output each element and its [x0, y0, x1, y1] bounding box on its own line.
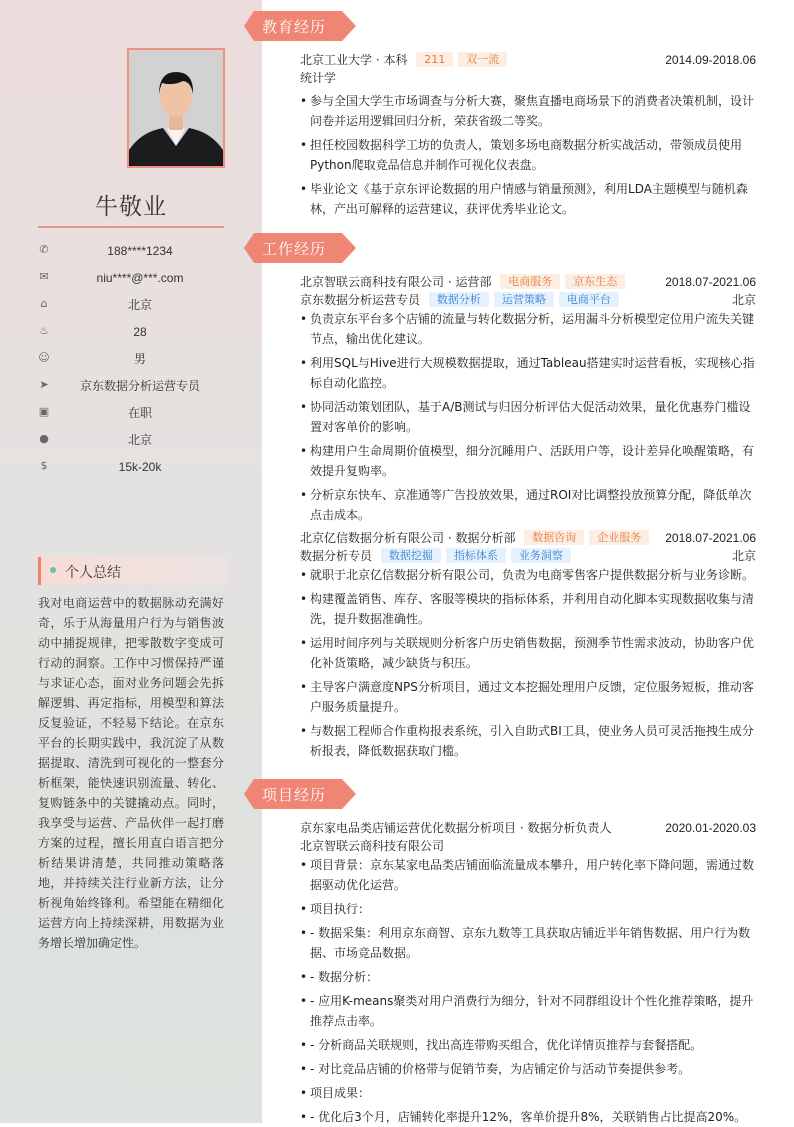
list-item: • 担任校园数据科学工坊的负责人，策划多场电商数据分析实战活动，带领成员使用Python爬取竞品信息并制作可视化仪表盘。 — [300, 135, 756, 175]
info-row — [38, 240, 224, 262]
cake-icon: ♨ — [39, 324, 49, 337]
section-title-work — [244, 233, 356, 263]
job-date: 2018.07-2021.06 — [665, 275, 756, 289]
list-item: • 参与全国大学生市场调查与分析大赛，聚焦直播电商场景下的消费者决策机制，设计问卷并运用逻辑回归分析，荣获省级二等奖。 — [300, 91, 756, 131]
info-value: 188****1234 — [107, 244, 173, 258]
list-item: • 分析京东快车、京准通等广告投放效果，通过ROI对比调整投放预算分配，降低单次点击成本。 — [300, 485, 756, 525]
list-item: • 与数据工程师合作重构报表系统，引入自助式BI工具，使业务人员可灵活拖拽生成分析报表，降低数据获取门槛。 — [300, 721, 756, 761]
company-header — [300, 529, 756, 547]
company-name: 北京智联云商科技有限公司 · 运营部 — [300, 275, 492, 289]
project-date: 2020.01-2020.03 — [665, 821, 756, 835]
info-row — [38, 294, 224, 316]
list-item: • - 应用K-means聚类对用户消费行为细分，针对不同群组设计个性化推荐策略，提升推荐点击率。 — [300, 991, 756, 1031]
list-item: • 主导客户满意度NPS分析项目，通过文本挖掘处理用户反馈，定位服务短板，推动客户服务质量提升。 — [300, 677, 756, 717]
position-name: 京东数据分析运营专员 — [300, 293, 421, 307]
list-item: • - 对比竞品店铺的价格带与促销节奏，为店铺定价与活动节奏提供参考。 — [300, 1059, 756, 1079]
info-row — [38, 456, 224, 478]
summary-header — [38, 557, 227, 585]
info-row — [38, 348, 224, 370]
education-section — [300, 51, 756, 219]
job-bullets — [300, 309, 756, 525]
info-value: 15k-20k — [118, 460, 162, 474]
mail-icon: ✉ — [39, 270, 49, 283]
job-bullets — [300, 565, 756, 761]
info-value: 在职 — [127, 406, 152, 420]
sidebar — [0, 0, 262, 1123]
summary-title: 个人总结 — [65, 565, 121, 581]
info-row — [38, 402, 224, 424]
major: 统计学 — [300, 71, 337, 85]
position-name: 数据分析专员 — [300, 549, 373, 563]
position-tag: 业务洞察 — [511, 548, 571, 563]
salary-icon: $ — [40, 459, 48, 472]
company-header — [300, 273, 756, 291]
company-tag: 电商服务 — [500, 274, 560, 289]
list-item: • - 数据分析： — [300, 967, 756, 987]
summary-text: 我对电商运营中的数据脉动充满好奇，乐于从海量用户行为与销售波动中捕捉规律，把零散数字变成可行动的洞察。工作中习惯保持严谨与求证心态，面对业务问题会先拆解逻辑、再定指标，用模型和算法反复验证，不轻易下结论。在京东平台的长期实践中，我沉淀了从数据提取、清洗到可视化的一整套分析框架，能快速识别流量、转化、复购链条中的关键撬动点。同时，我享受与运营、产品伙伴一起打磨方案的过程，擅长用直白语言把分析结果讲清楚，共同推动策略落地，并持续关注行业新方法，让分析视角始终锋利。希望能在精细化运营方向上持续深耕，用数据为业务增长增加确定性。 — [38, 596, 224, 950]
project-bullets — [300, 855, 756, 1127]
work-job-2 — [300, 529, 756, 761]
section-title-text: 工作经历 — [262, 240, 327, 258]
position-tag: 运营策略 — [494, 292, 554, 307]
education-bullets — [300, 91, 756, 219]
list-item: • 项目成果： — [300, 1083, 756, 1103]
info-row — [38, 321, 224, 343]
list-item: • 项目背景：京东某家电品类店铺面临流量成本攀升，用户转化率下降问题，需通过数据驱动优化运营。 — [300, 855, 756, 895]
send-icon: ➤ — [39, 378, 49, 391]
home-icon: ⌂ — [40, 297, 48, 310]
position-header — [300, 291, 756, 309]
info-value: niu****@***.com — [96, 271, 184, 285]
project-company: 北京智联云商科技有限公司 — [300, 839, 445, 853]
info-row — [38, 429, 224, 451]
candidate-name: 牛敬业 — [95, 194, 167, 220]
list-item: • 负责京东平台多个店铺的流量与转化数据分析，运用漏斗分析模型定位用户流失关键节点，输出优化建议。 — [300, 309, 756, 349]
list-item: • 就职于北京亿信数据分析有限公司，负责为电商零售客户提供数据分析与业务诊断。 — [300, 565, 756, 585]
list-item: • 协同活动策划团队，基于A/B测试与归因分析评估大促活动效果，量化优惠券门槛设置对客单价的影响。 — [300, 397, 756, 437]
info-row — [38, 375, 224, 397]
school-tag: 211 — [416, 52, 453, 67]
list-item: • 毕业论文《基于京东评论数据的用户情感与销量预测》，利用LDA主题模型与随机森林，产出可解释的运营建议，获评优秀毕业论文。 — [300, 179, 756, 219]
position-tag: 电商平台 — [559, 292, 619, 307]
section-title-education — [244, 11, 356, 41]
project-section — [300, 819, 756, 1127]
list-item: • - 分析商品关联规则，找出高连带购买组合，优化详情页推荐与套餐搭配。 — [300, 1035, 756, 1055]
company-tag: 京东生态 — [565, 274, 625, 289]
info-value: 28 — [133, 325, 147, 339]
list-item: • - 优化后3个月，店铺转化率提升12%，客单价提升8%，关联销售占比提高20%。 — [300, 1107, 756, 1127]
education-header — [300, 51, 756, 69]
info-value: 北京 — [127, 298, 152, 312]
project-header — [300, 819, 756, 837]
info-row — [38, 267, 224, 289]
school-name: 北京工业大学 · 本科 — [300, 53, 408, 67]
info-value: 京东数据分析运营专员 — [79, 379, 200, 393]
company-tag: 企业服务 — [589, 530, 649, 545]
name-divider — [38, 226, 224, 228]
list-item: • 项目执行： — [300, 899, 756, 919]
list-item: • 利用SQL与Hive进行大规模数据提取，通过Tableau搭建实时运营看板，实现核心指标自动化监控。 — [300, 353, 756, 393]
position-tag: 指标体系 — [446, 548, 506, 563]
phone-icon: ✆ — [39, 243, 49, 256]
section-title-text: 项目经历 — [262, 786, 327, 804]
job-date: 2018.07-2021.06 — [665, 531, 756, 545]
user-icon: ☺ — [38, 351, 50, 364]
info-value: 男 — [133, 352, 146, 366]
position-tag: 数据分析 — [429, 292, 489, 307]
company-name: 北京亿信数据分析有限公司 · 数据分析部 — [300, 531, 516, 545]
briefcase-icon: ▣ — [38, 405, 50, 418]
avatar — [127, 48, 225, 168]
education-date: 2014.09-2018.06 — [665, 53, 756, 67]
position-header — [300, 547, 756, 565]
section-title-project — [244, 779, 356, 809]
job-city: 北京 — [731, 549, 756, 563]
list-item: • 构建用户生命周期价值模型，细分沉睡用户、活跃用户等，设计差异化唤醒策略，有效提升复购率。 — [300, 441, 756, 481]
info-value: 北京 — [127, 433, 152, 447]
section-title-text: 教育经历 — [262, 18, 327, 36]
list-item: • - 数据采集：利用京东商智、京东九数等工具获取店铺近半年销售数据、用户行为数据、市场竞品数据。 — [300, 923, 756, 963]
dot-icon — [50, 567, 56, 573]
project-name: 京东家电品类店铺运营优化数据分析项目 · 数据分析负责人 — [300, 821, 612, 835]
list-item: • 运用时间序列与关联规则分析客户历史销售数据，预测季节性需求波动，协助客户优化补货策略，减少缺货与积压。 — [300, 633, 756, 673]
list-item: • 构建覆盖销售、库存、客服等模块的指标体系，并利用自动化脚本实现数据收集与清洗，提升数据准确性。 — [300, 589, 756, 629]
portrait-image — [129, 50, 223, 166]
location-icon: ● — [39, 432, 49, 445]
job-city: 北京 — [731, 293, 756, 307]
work-job-1 — [300, 273, 756, 525]
position-tag: 数据挖掘 — [381, 548, 441, 563]
company-tag: 数据咨询 — [524, 530, 584, 545]
school-tag: 双一流 — [458, 52, 507, 67]
